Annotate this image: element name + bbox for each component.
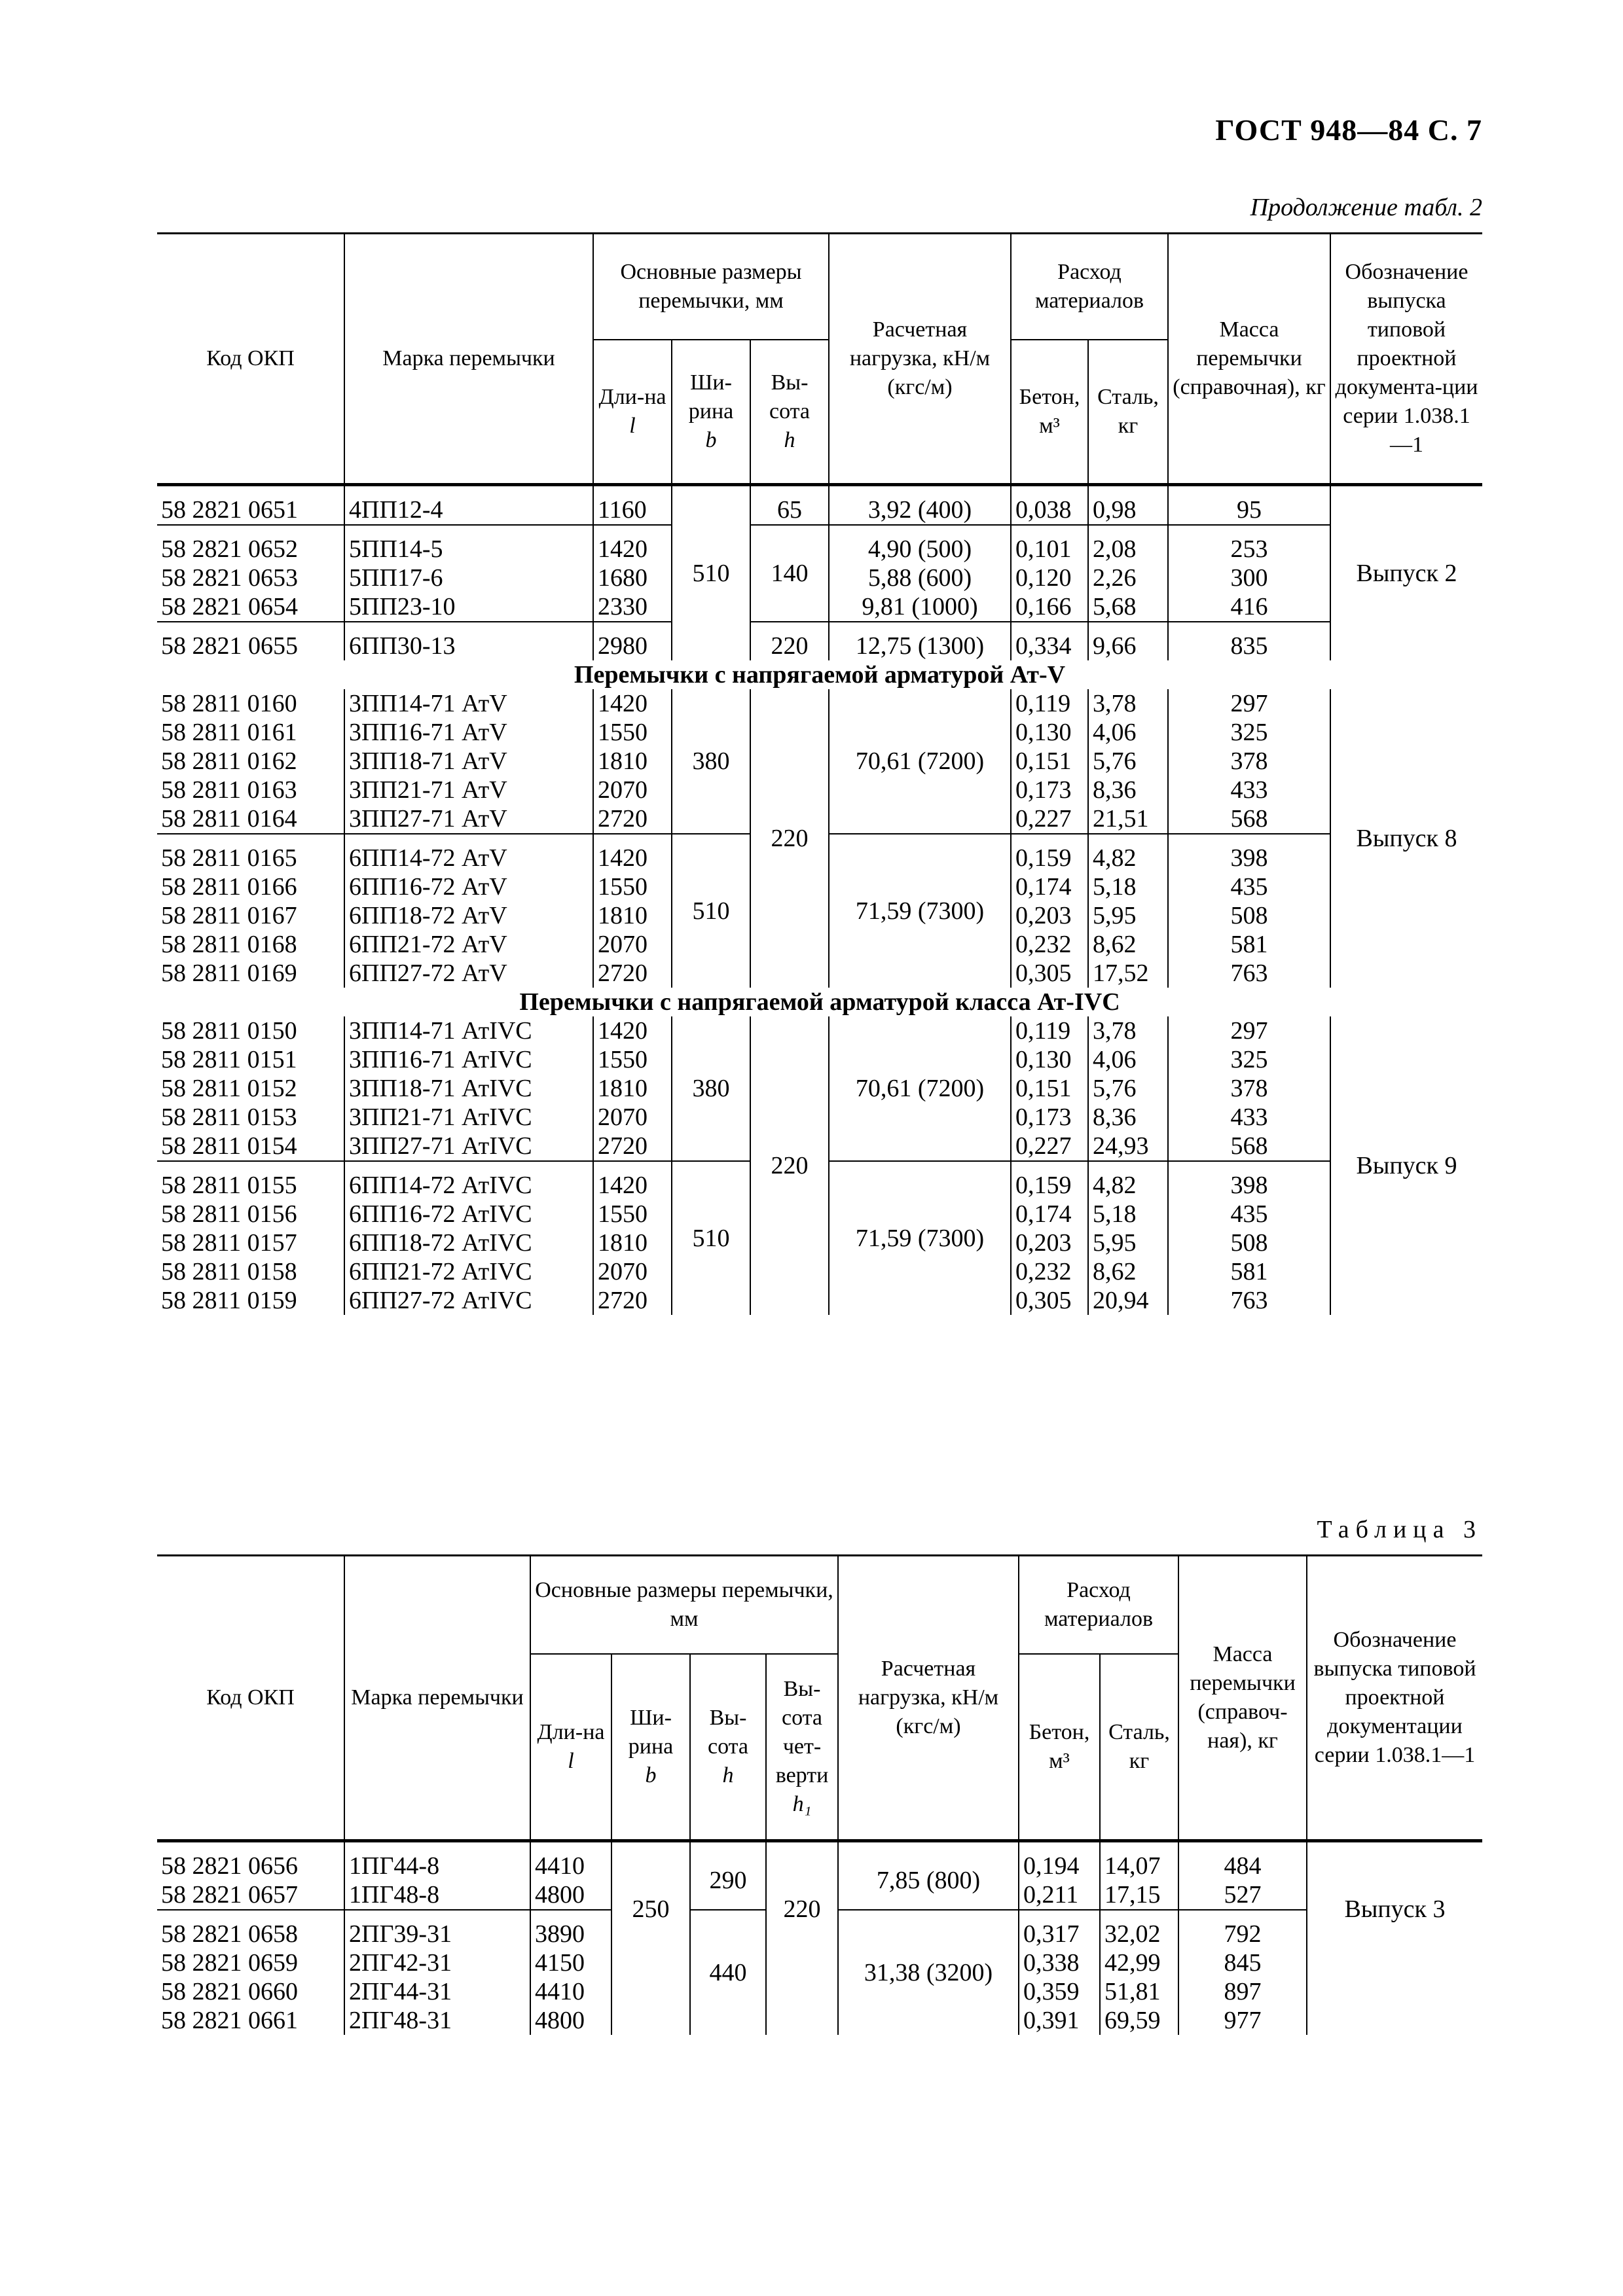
t3-header-length [530, 1654, 611, 1841]
section-title-ativc: Перемычки с напрягаемой арматурой класса Ат-IVC [519, 988, 1120, 1016]
table-cell: 58 2811 0154 [161, 1132, 297, 1160]
table-cell: 435 [1230, 1200, 1268, 1228]
table-cell: 4,06 [1093, 719, 1137, 746]
table-cell: 8,36 [1093, 776, 1137, 804]
table-cell: 440 [690, 1910, 766, 2035]
table-cell: 325 [1230, 1046, 1268, 1073]
table-cell: 290 [690, 1841, 766, 1910]
table-cell: 433 [1230, 776, 1268, 804]
table-cell: 58 2811 0159 [161, 1287, 297, 1314]
table-cell: 0,119 [1015, 690, 1071, 717]
table-cell: 297 [1230, 1017, 1268, 1045]
table-cell: 3ПП14-71 АтIVC [349, 1017, 532, 1045]
table-cell: 4150 [535, 1949, 585, 1977]
table-cell: 1420 [598, 535, 647, 563]
table-cell: Вы-сота [707, 1706, 748, 1759]
issue-b: Выпуск 8 [1330, 689, 1482, 988]
table-cell: 416 [1230, 593, 1268, 620]
table-cell: 0,151 [1015, 1075, 1072, 1102]
table-cell: Дли-на [537, 1720, 605, 1744]
table-cell: 1680 [598, 564, 647, 592]
table-3-label: Таблица 3 [1317, 1516, 1482, 1543]
header-mass: Масса перемычки (справочная), кг [1168, 234, 1330, 485]
table-cell: 3ПП14-71 АтV [349, 690, 507, 717]
table-cell: 24,93 [1093, 1132, 1149, 1160]
header-steel: Сталь, кг [1088, 340, 1168, 485]
table-cell: Ши-рина [688, 370, 734, 423]
table-cell: Дли-на [598, 385, 666, 409]
table-continuation-label: Продолжение табл. 2 [1250, 194, 1482, 221]
table-cell: h [722, 1763, 734, 1787]
table-cell: 3ПП18-71 АтV [349, 747, 507, 775]
t3-header-quarter-height [766, 1654, 838, 1841]
table-cell: 378 [1230, 747, 1268, 775]
table-cell: 3ПП18-71 АтIVC [349, 1075, 532, 1102]
t3-width: 250 [611, 1841, 690, 2036]
table-cell: 2070 [598, 1258, 647, 1285]
table-cell: 325 [1230, 719, 1268, 746]
table-cell: 70,61 (7200) [829, 1016, 1011, 1161]
table-cell: 2720 [598, 1132, 647, 1160]
table-cell: 12,75 (1300) [829, 622, 1011, 660]
table-cell: b [705, 428, 717, 452]
table-cell: 58 2811 0165 [161, 844, 297, 872]
table-cell: 845 [1224, 1949, 1262, 1977]
table-cell: 0,173 [1015, 776, 1072, 804]
table-cell: 380 [672, 689, 750, 834]
table-cell: 763 [1230, 960, 1268, 987]
table-cell: 253 [1230, 535, 1268, 563]
t3-header-width [611, 1654, 690, 1841]
table-cell: 1420 [598, 690, 647, 717]
table-cell: 58 2811 0169 [161, 960, 297, 987]
header-materials: Расход материалов [1011, 234, 1168, 340]
table-cell: 31,38 (3200) [838, 1910, 1019, 2035]
table-cell: 32,02 [1104, 1920, 1161, 1948]
table-cell: 2330 [598, 593, 647, 620]
table-cell: 1ПГ48-8 [349, 1881, 440, 1909]
table-cell: 58 2811 0155 [161, 1172, 297, 1199]
header-concrete: Бетон, м³ [1011, 340, 1088, 485]
table-cell: 2ПГ39-31 [349, 1920, 452, 1948]
table-cell: 0,338 [1023, 1949, 1080, 1977]
table-cell: 51,81 [1104, 1978, 1161, 2005]
table-cell: 71,59 (7300) [829, 1161, 1011, 1315]
header-mark: Марка перемычки [344, 234, 593, 485]
table-cell: 2980 [593, 622, 672, 660]
table-cell: 58 2811 0161 [161, 719, 297, 746]
header-width [672, 340, 750, 485]
table-cell: 0,151 [1015, 747, 1072, 775]
table-cell: 58 2821 0656 [161, 1852, 298, 1880]
table-cell: 0,305 [1015, 960, 1072, 987]
table-cell: 2720 [598, 1287, 647, 1314]
table-cell: 792 [1224, 1920, 1262, 1948]
table-cell: 4,06 [1093, 1046, 1137, 1073]
height-b: 220 [750, 689, 829, 988]
t3-header-concrete: Бетон, м³ [1019, 1654, 1100, 1841]
table-cell: 0,120 [1015, 564, 1072, 592]
table-cell: 0,203 [1015, 902, 1072, 929]
table-cell: 0,317 [1023, 1920, 1080, 1948]
table-cell: 6ПП21-72 АтV [349, 931, 507, 958]
table-cell: 17,15 [1104, 1881, 1161, 1909]
table-cell: 0,334 [1011, 622, 1088, 660]
table-cell: 20,94 [1093, 1287, 1149, 1314]
table-cell: 1810 [598, 1229, 647, 1257]
table-cell: 1810 [598, 902, 647, 929]
table-cell: 42,99 [1104, 1949, 1161, 1977]
table-cell: 897 [1224, 1978, 1262, 2005]
table-cell: 3,92 (400) [829, 485, 1011, 526]
table-cell: 58 2811 0164 [161, 805, 297, 833]
table-cell: 581 [1230, 1258, 1268, 1285]
t3-header-mass: Масса перемычки (справоч-ная), кг [1178, 1556, 1307, 1841]
table-cell: 0,119 [1015, 1017, 1071, 1045]
table-cell: 8,36 [1093, 1103, 1137, 1131]
issue-c: Выпуск 9 [1330, 1016, 1482, 1315]
table-cell: 4,90 (500) [867, 535, 972, 563]
t3-issue: Выпуск 3 [1307, 1841, 1482, 2036]
table-cell: Ши-рина [628, 1706, 674, 1759]
table-cell: 5ПП23-10 [349, 593, 456, 620]
table-cell: 0,227 [1015, 1132, 1072, 1160]
table-cell: 0,305 [1015, 1287, 1072, 1314]
table-cell: 5,68 [1093, 593, 1137, 620]
table-cell: 2070 [598, 1103, 647, 1131]
table-cell: 484 [1224, 1852, 1262, 1880]
table-row [157, 485, 1482, 526]
table-row-group [157, 525, 1482, 622]
table-cell: 5ПП14-5 [349, 535, 443, 563]
table-cell: 70,61 (7200) [829, 689, 1011, 834]
table-cell: Вы-сота [769, 370, 810, 423]
table-cell: 58 2821 0659 [161, 1949, 298, 1977]
table-cell: 5,18 [1093, 873, 1137, 901]
t3-header-load: Расчетная нагрузка, кН/м (кгс/м) [838, 1556, 1019, 1841]
table-cell: 0,391 [1023, 2007, 1080, 2034]
table-cell: 0,174 [1015, 1200, 1072, 1228]
table-cell: 1810 [598, 747, 647, 775]
table-cell: 0,194 [1023, 1852, 1080, 1880]
table-cell: 3ПП21-71 АтIVC [349, 1103, 532, 1131]
table-cell: 58 2811 0151 [161, 1046, 297, 1073]
table-cell: 58 2821 0658 [161, 1920, 298, 1948]
table-cell: 398 [1230, 844, 1268, 872]
table-cell: 433 [1230, 1103, 1268, 1131]
table-cell: 4,82 [1093, 1172, 1137, 1199]
table-cell: 6ПП27-72 АтV [349, 960, 507, 987]
table-cell: 58 2811 0167 [161, 902, 297, 929]
table-cell: 435 [1230, 873, 1268, 901]
header-okp: Код ОКП [157, 234, 344, 485]
table-cell: 0,166 [1015, 593, 1072, 620]
table-cell: 2ПГ44-31 [349, 1978, 452, 2005]
table-cell: 6ПП21-72 АтIVC [349, 1258, 532, 1285]
table-cell: 0,359 [1023, 1978, 1080, 2005]
table-cell: 568 [1230, 805, 1268, 833]
table-cell: 0,130 [1015, 719, 1072, 746]
table-cell: 0,232 [1015, 931, 1072, 958]
table-cell: 58 2811 0152 [161, 1075, 297, 1102]
table-cell: 21,51 [1093, 805, 1149, 833]
table-cell: 58 2811 0163 [161, 776, 297, 804]
table-cell: 6ПП18-72 АтIVC [349, 1229, 532, 1257]
table-cell: 3890 [535, 1920, 585, 1948]
table-cell: 6ПП16-72 АтIVC [349, 1200, 532, 1228]
table-cell: 58 2811 0160 [161, 690, 297, 717]
table-cell: b [645, 1763, 657, 1787]
table-cell: 58 2821 0657 [161, 1881, 298, 1909]
table-cell: 6ПП16-72 АтV [349, 873, 507, 901]
table-cell: 3,78 [1093, 690, 1137, 717]
table-cell: 7,85 (800) [838, 1841, 1019, 1910]
table-cell: 6ПП14-72 АтIVC [349, 1172, 532, 1199]
table-cell: 14,07 [1104, 1852, 1161, 1880]
table-cell: 1550 [598, 873, 647, 901]
table-cell: Вы-сота чет-верти [775, 1677, 829, 1787]
table-cell: 527 [1224, 1881, 1262, 1909]
table-cell: 508 [1230, 1229, 1268, 1257]
table-cell: 6ПП18-72 АтV [349, 902, 507, 929]
table-cell: 58 2821 0660 [161, 1978, 298, 2005]
table-cell: 58 2811 0156 [161, 1200, 297, 1228]
table-cell: 380 [672, 1016, 750, 1161]
width-a: 510 [672, 485, 750, 661]
table-cell: 5,95 [1093, 902, 1137, 929]
table-cell: 378 [1230, 1075, 1268, 1102]
table-cell: 95 [1168, 485, 1330, 526]
table-row [157, 622, 1482, 660]
table-cell: 0,038 [1011, 485, 1088, 526]
table-cell: 58 2811 0153 [161, 1103, 297, 1131]
table-cell: 2720 [598, 960, 647, 987]
table-cell: 71,59 (7300) [829, 834, 1011, 988]
table-cell: 5ПП17-6 [349, 564, 443, 592]
table-cell: 835 [1168, 622, 1330, 660]
table-cell: 2,08 [1093, 535, 1137, 563]
table-cell: 6ПП14-72 АтV [349, 844, 507, 872]
table-cell: 1550 [598, 1200, 647, 1228]
table-cell: 4410 [535, 1978, 585, 2005]
table-cell: 4,82 [1093, 844, 1137, 872]
header-height [750, 340, 829, 485]
table-cell: 510 [672, 834, 750, 988]
table-cell: 140 [750, 525, 829, 622]
table-cell: 1550 [598, 1046, 647, 1073]
table-cell: 5,18 [1093, 1200, 1137, 1228]
table-cell: 2,26 [1093, 564, 1137, 592]
table-2 [157, 232, 1482, 1315]
table-cell: 58 2811 0162 [161, 747, 297, 775]
header-length [593, 340, 672, 485]
table-cell: 2070 [598, 776, 647, 804]
table-cell: 3ПП16-71 АтIVC [349, 1046, 532, 1073]
table-cell: 0,159 [1015, 844, 1072, 872]
table-cell: 8,62 [1093, 1258, 1137, 1285]
table-cell: 2ПГ42-31 [349, 1949, 452, 1977]
table-cell: 4410 [535, 1852, 585, 1880]
table-cell: 3ПП21-71 АтV [349, 776, 507, 804]
table-cell: 17,52 [1093, 960, 1149, 987]
page-header: ГОСТ 948—84 С. 7 [1215, 113, 1482, 147]
table-cell: 58 2821 0653 [161, 564, 298, 592]
table-cell: 6ПП27-72 АтIVC [349, 1287, 532, 1314]
table-cell: 65 [750, 485, 829, 526]
table-cell: 58 2821 0661 [161, 2007, 298, 2034]
table-row-group [157, 1841, 1482, 1910]
height-c: 220 [750, 1016, 829, 1315]
table-cell: 0,174 [1015, 873, 1072, 901]
table-cell: 5,88 (600) [867, 564, 972, 592]
header-dims: Основные размеры перемычки, мм [593, 234, 829, 340]
table-cell: 58 2811 0158 [161, 1258, 297, 1285]
table-cell: 58 2811 0168 [161, 931, 297, 958]
table-cell: 5,76 [1093, 747, 1137, 775]
table-cell: 2720 [598, 805, 647, 833]
table-cell: 6ПП30-13 [344, 622, 593, 660]
table-cell: 581 [1230, 931, 1268, 958]
table-cell: 1810 [598, 1075, 647, 1102]
table-cell: 3ПП16-71 АтV [349, 719, 507, 746]
table-cell: 1420 [598, 1017, 647, 1045]
table-cell: 58 2821 0654 [161, 593, 298, 620]
table-cell: 8,62 [1093, 931, 1137, 958]
t3-header-height [690, 1654, 766, 1841]
table-cell: 0,211 [1023, 1881, 1079, 1909]
t3-header-okp: Код ОКП [157, 1556, 344, 1841]
table-cell: 69,59 [1104, 2007, 1161, 2034]
header-designation: Обозначение выпуска типовой проектной документа-ции серии 1.038.1—1 [1330, 234, 1482, 485]
table-cell: h [784, 428, 795, 452]
table-cell: 1550 [598, 719, 647, 746]
table-cell: 4800 [535, 1881, 585, 1909]
table-cell: 220 [750, 622, 829, 660]
table-cell: 4ПП12-4 [344, 485, 593, 526]
table-cell: 58 2811 0166 [161, 873, 297, 901]
table-cell: 398 [1230, 1172, 1268, 1199]
table-cell: 2070 [598, 931, 647, 958]
table-cell: 977 [1224, 2007, 1262, 2034]
table-cell: 9,81 (1000) [862, 593, 978, 620]
table-cell: 1ПГ44-8 [349, 1852, 440, 1880]
t3-header-steel: Сталь, кг [1100, 1654, 1178, 1841]
table-cell: l [629, 414, 636, 438]
table-cell: 0,173 [1015, 1103, 1072, 1131]
table-cell: 510 [672, 1161, 750, 1315]
table-cell: h₁ [792, 1792, 812, 1816]
table-cell: 300 [1230, 564, 1268, 592]
table-cell: 0,232 [1015, 1258, 1072, 1285]
table-cell: 0,98 [1088, 485, 1168, 526]
table-cell: 1420 [598, 844, 647, 872]
t3-quarter-height: 220 [766, 1841, 838, 2036]
table-cell: 58 2821 0652 [161, 535, 298, 563]
table-cell: 58 2811 0157 [161, 1229, 297, 1257]
issue-a: Выпуск 2 [1330, 485, 1482, 661]
table-cell: 297 [1230, 690, 1268, 717]
table-cell: 0,227 [1015, 805, 1072, 833]
table-cell: 0,130 [1015, 1046, 1072, 1073]
table-cell: 568 [1230, 1132, 1268, 1160]
section-title-atv: Перемычки с напрягаемой арматурой Ат-V [574, 661, 1066, 689]
t3-header-materials: Расход материалов [1019, 1556, 1178, 1655]
table-cell: 5,76 [1093, 1075, 1137, 1102]
header-load: Расчетная нагрузка, кН/м (кгс/м) [829, 234, 1011, 485]
table-row-group [157, 1016, 1482, 1161]
t3-header-designation: Обозначение выпуска типовой проектной документации серии 1.038.1—1 [1307, 1556, 1482, 1841]
table-cell: 58 2821 0651 [161, 496, 298, 524]
table-cell: 1420 [598, 1172, 647, 1199]
table-cell: 0,159 [1015, 1172, 1072, 1199]
table-cell: 4800 [535, 2007, 585, 2034]
table-cell: 3ПП27-71 АтV [349, 805, 507, 833]
table-3 [157, 1554, 1482, 2035]
table-cell: 5,95 [1093, 1229, 1137, 1257]
table-cell: 2ПГ48-31 [349, 2007, 452, 2034]
t3-header-dims: Основные размеры перемычки, мм [530, 1556, 838, 1655]
table-cell: 58 2811 0150 [161, 1017, 297, 1045]
table-cell: 9,66 [1088, 622, 1168, 660]
table-cell: l [568, 1749, 574, 1773]
table-cell: 0,203 [1015, 1229, 1072, 1257]
table-cell: 0,101 [1015, 535, 1072, 563]
table-cell: 58 2821 0655 [161, 632, 298, 660]
table-cell: 1160 [593, 485, 672, 526]
table-cell: 3ПП27-71 АтIVC [349, 1132, 532, 1160]
table-cell: 3,78 [1093, 1017, 1137, 1045]
table-cell: 763 [1230, 1287, 1268, 1314]
t3-header-mark: Марка перемычки [344, 1556, 530, 1841]
table-cell: 508 [1230, 902, 1268, 929]
table-row-group [157, 689, 1482, 834]
